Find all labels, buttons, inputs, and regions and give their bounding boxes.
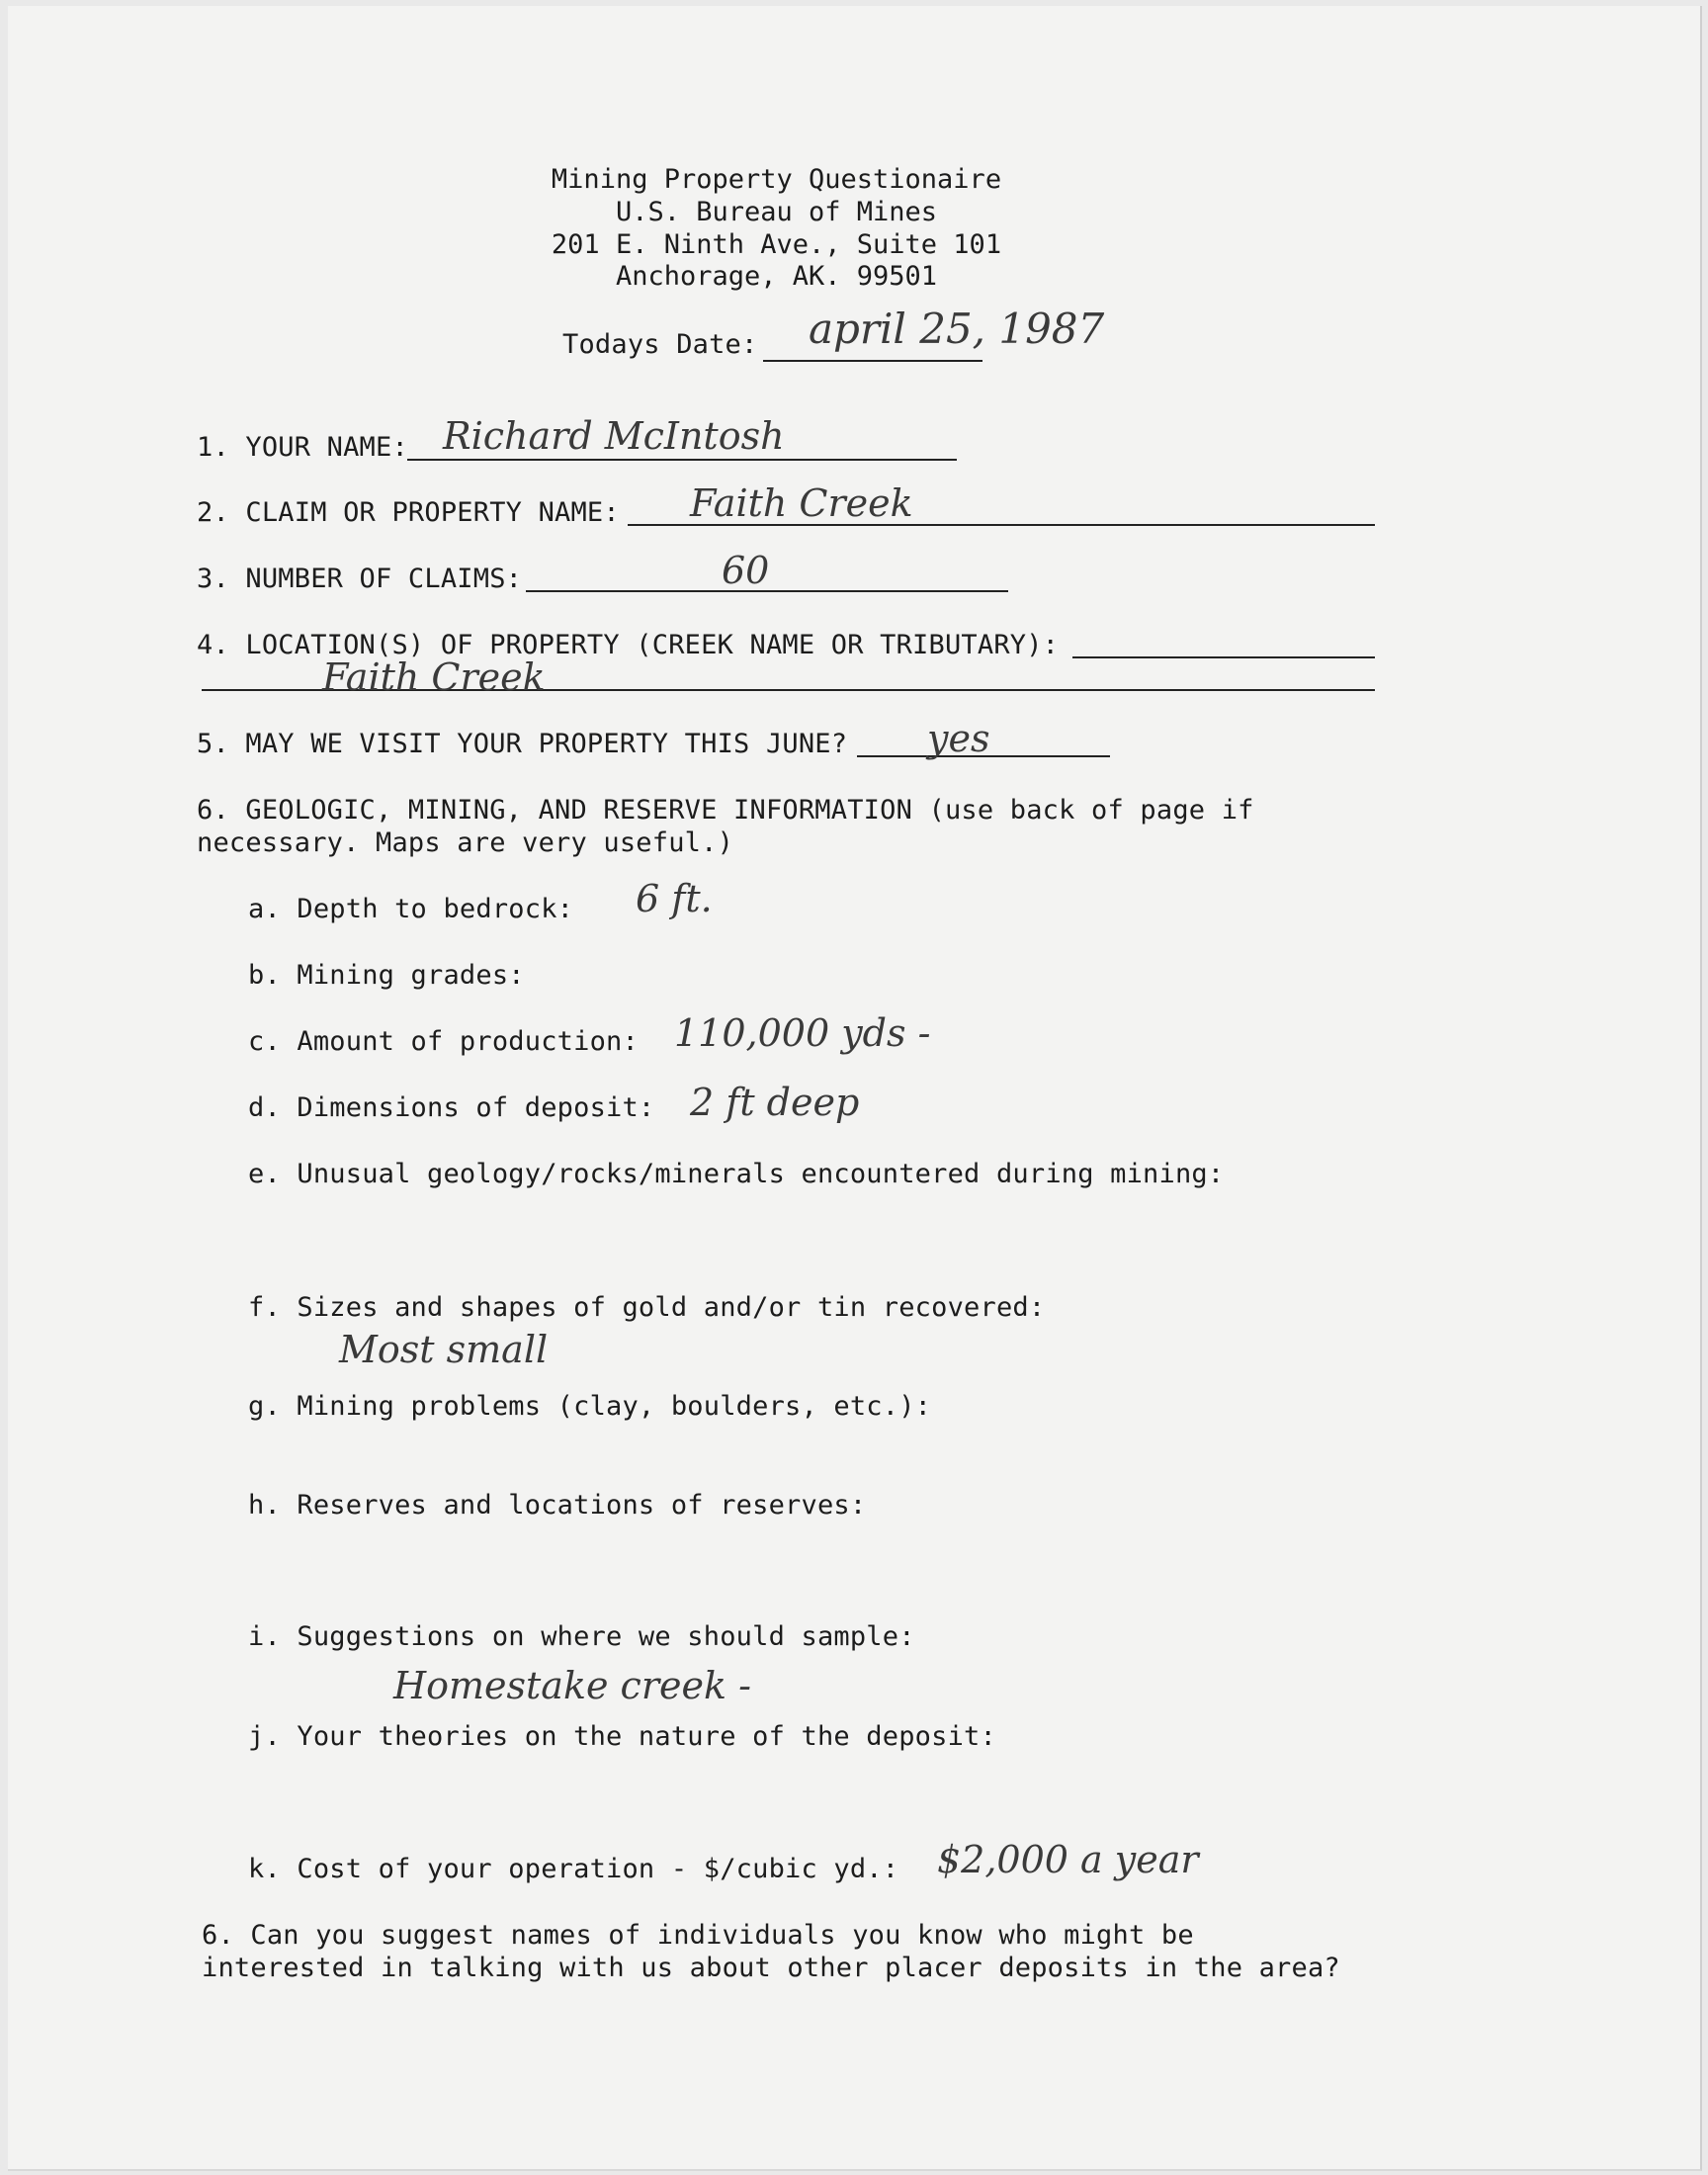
q6g-label: g. Mining problems (clay, boulders, etc.):	[248, 1391, 932, 1422]
agency-city: Anchorage, AK. 99501	[615, 261, 938, 292]
q7-line2: interested in talking with us about other placer deposits in the area?	[202, 1953, 1340, 1983]
q6e-label: e. Unusual geology/rocks/minerals encountered during mining:	[248, 1159, 1225, 1189]
q6d-answer: 2 ft deep	[690, 1081, 860, 1124]
questionnaire-page	[8, 6, 1702, 2171]
q1-underline	[407, 459, 957, 461]
q6a-label: a. Depth to bedrock:	[248, 894, 574, 924]
q6c-answer: 110,000 yds -	[674, 1011, 931, 1055]
q6i-label: i. Suggestions on where we should sample:	[248, 1621, 915, 1652]
form-title: Mining Property Questionaire	[551, 164, 1002, 195]
q6a-answer: 6 ft.	[636, 877, 713, 920]
date-underline	[763, 360, 982, 362]
date-label: Todays Date:	[562, 329, 758, 360]
q6k-answer: $2,000 a year	[937, 1838, 1199, 1881]
q6k-label: k. Cost of your operation - $/cubic yd.:	[248, 1854, 899, 1884]
q7-line1: 6. Can you suggest names of individuals you know who might be	[202, 1920, 1194, 1951]
q4-answer: Faith Creek	[322, 655, 546, 699]
q6d-label: d. Dimensions of deposit:	[248, 1092, 655, 1123]
agency-name: U.S. Bureau of Mines	[615, 197, 938, 227]
q4-underline-1	[1072, 656, 1375, 658]
q6-line1: 6. GEOLOGIC, MINING, AND RESERVE INFORMATION (use back of page if	[197, 795, 1254, 826]
q5-answer: yes	[927, 717, 990, 760]
q6f-label: f. Sizes and shapes of gold and/or tin recovered:	[248, 1292, 1046, 1323]
q2-answer: Faith Creek	[690, 481, 913, 525]
q2-label: 2. CLAIM OR PROPERTY NAME:	[197, 497, 620, 528]
q6c-label: c. Amount of production:	[248, 1026, 639, 1057]
agency-address: 201 E. Ninth Ave., Suite 101	[551, 229, 1002, 260]
q5-label: 5. MAY WE VISIT YOUR PROPERTY THIS JUNE?	[197, 729, 848, 759]
q1-answer: Richard McIntosh	[443, 414, 785, 458]
q3-answer: 60	[722, 549, 770, 592]
q3-label: 3. NUMBER OF CLAIMS:	[197, 564, 523, 594]
q4-label: 4. LOCATION(S) OF PROPERTY (CREEK NAME OR TRIBUTARY):	[197, 630, 1060, 660]
q6j-label: j. Your theories on the nature of the deposit:	[248, 1721, 996, 1752]
q1-label: 1. YOUR NAME:	[197, 432, 408, 463]
q6b-label: b. Mining grades:	[248, 960, 525, 991]
date-answer: april 25, 1987	[809, 304, 1105, 353]
q6-line2: necessary. Maps are very useful.)	[197, 827, 734, 858]
q6h-label: h. Reserves and locations of reserves:	[248, 1490, 867, 1521]
q6i-answer: Homestake creek -	[393, 1664, 751, 1707]
q6f-answer: Most small	[339, 1328, 549, 1371]
